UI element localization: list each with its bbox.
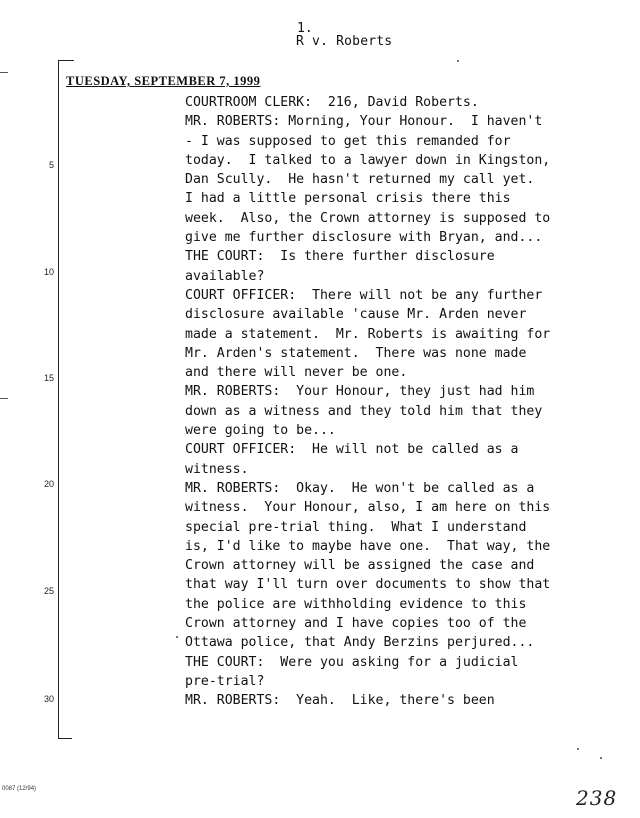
transcript-line: that way I'll turn over documents to show that bbox=[185, 577, 551, 593]
transcript-line: pre-trial? bbox=[185, 673, 265, 689]
scan-speck bbox=[577, 748, 579, 750]
transcript-line: I had a little personal crisis there this bbox=[185, 191, 511, 207]
transcript-line: Mr. Arden's statement. There was none made bbox=[185, 345, 527, 361]
transcript-line: Dan Scully. He hasn't returned my call yet. bbox=[185, 172, 535, 188]
line-number-30: 30 bbox=[43, 694, 54, 704]
transcript-line: witness. bbox=[185, 461, 249, 477]
line-number-10: 10 bbox=[43, 267, 54, 277]
transcript-line: available? bbox=[185, 268, 265, 284]
transcript-line: week. Also, the Crown attorney is supposed to bbox=[185, 210, 551, 226]
transcript-line: special pre-trial thing. What I understand bbox=[185, 519, 527, 535]
transcript-line: down as a witness and they told him that they bbox=[185, 403, 543, 419]
transcript-line: witness. Your Honour, also, I am here on this bbox=[185, 500, 551, 516]
line-number-15: 15 bbox=[43, 373, 54, 383]
handwritten-page-number: 238 bbox=[576, 786, 618, 810]
transcript-line: MR. ROBERTS: Okay. He won't be called as a bbox=[185, 480, 535, 496]
margin-rule bbox=[58, 60, 59, 738]
transcript-line: made a statement. Mr. Roberts is awaiting for bbox=[185, 326, 551, 342]
transcript-line: today. I talked to a lawyer down in Kingston, bbox=[185, 152, 551, 168]
transcript-line: and there will never be one. bbox=[185, 365, 408, 381]
form-code: 0087 (12/94) bbox=[2, 786, 37, 792]
transcript-line: Crown attorney and I have copies too of the bbox=[185, 616, 527, 632]
transcript-line: COURTROOM CLERK: 216, David Roberts. bbox=[185, 95, 479, 110]
margin-rule-top bbox=[58, 60, 74, 61]
transcript-line: give me further disclosure with Bryan, and... bbox=[185, 230, 543, 246]
margin-rule-bottom bbox=[58, 738, 72, 739]
transcript-line: the police are withholding evidence to this bbox=[185, 596, 527, 612]
case-title: R v. Roberts bbox=[296, 34, 393, 49]
line-number-20: 20 bbox=[43, 479, 54, 489]
transcript-line: is, I'd like to maybe have one. That way, the bbox=[185, 538, 551, 554]
transcript-body bbox=[185, 93, 550, 711]
transcript-line: Ottawa police, that Andy Berzins perjured... bbox=[185, 635, 535, 651]
transcript-line: COURT OFFICER: There will not be any further bbox=[185, 287, 543, 303]
page-number: 1. bbox=[297, 21, 313, 36]
edge-mark bbox=[0, 72, 8, 73]
transcript-line: - I was supposed to get this remanded for bbox=[185, 133, 511, 149]
transcript-line: disclosure available 'cause Mr. Arden never bbox=[185, 307, 527, 323]
scan-speck bbox=[176, 636, 178, 638]
transcript-line: were going to be... bbox=[185, 423, 336, 439]
transcript-line: THE COURT: Were you asking for a judicial bbox=[185, 654, 519, 670]
transcript-line: MR. ROBERTS: Morning, Your Honour. I haven't bbox=[185, 114, 543, 130]
transcript-line: THE COURT: Is there further disclosure bbox=[185, 249, 495, 265]
transcript-line: MR. ROBERTS: Yeah. Like, there's been bbox=[185, 693, 495, 709]
transcript-line: Crown attorney will be assigned the case and bbox=[185, 558, 535, 574]
transcript-line: COURT OFFICER: He will not be called as a bbox=[185, 442, 519, 458]
line-number-5: 5 bbox=[48, 160, 54, 170]
edge-mark bbox=[0, 398, 8, 399]
transcript-line: MR. ROBERTS: Your Honour, they just had him bbox=[185, 384, 535, 400]
scan-speck bbox=[600, 757, 602, 759]
scan-speck bbox=[457, 60, 459, 62]
date-heading: TUESDAY, SEPTEMBER 7, 1999 bbox=[66, 74, 261, 88]
line-number-25: 25 bbox=[43, 586, 54, 596]
